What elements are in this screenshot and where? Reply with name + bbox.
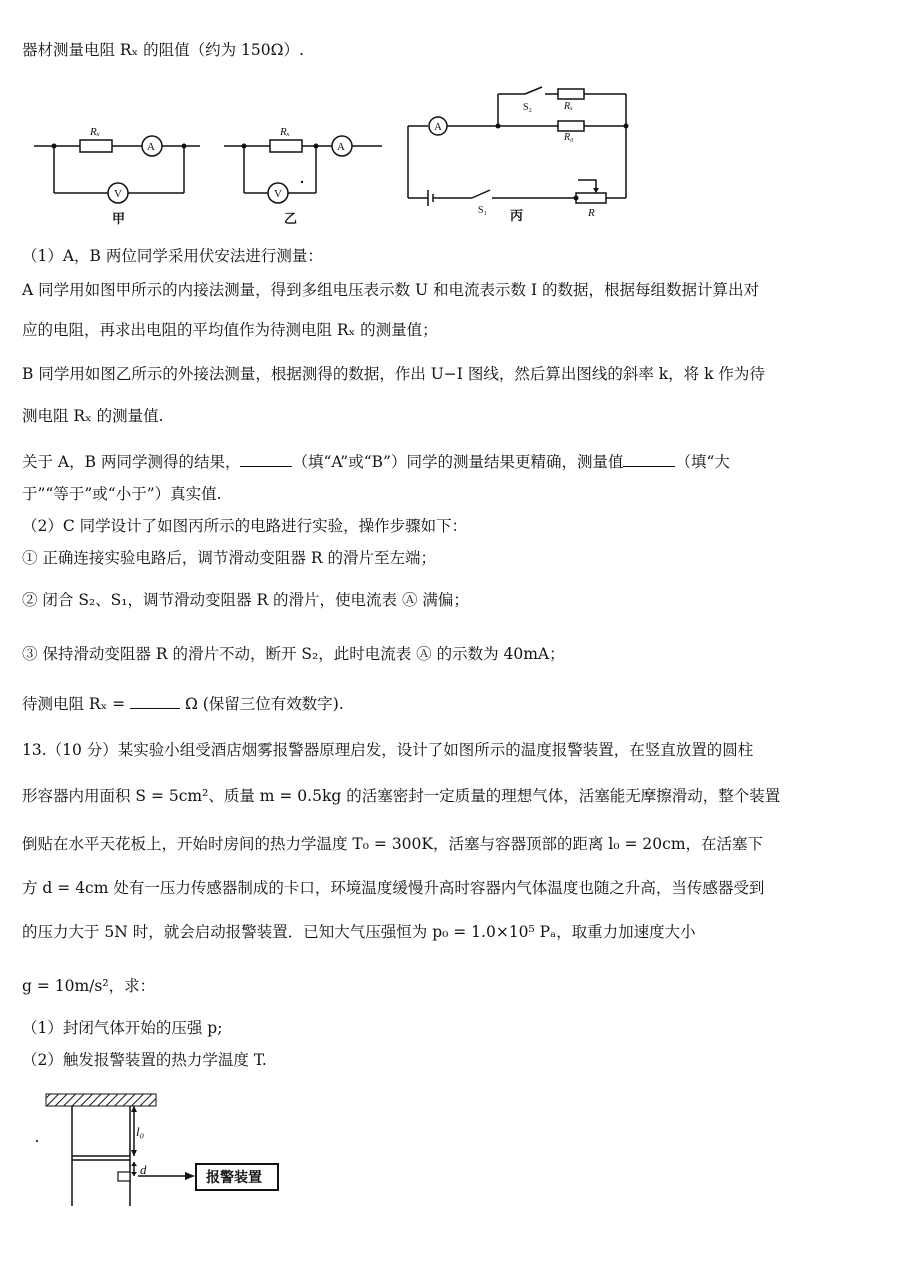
step-3: ③ 保持滑动变阻器 R 的滑片不动，断开 S₂，此时电流表 Ⓐ 的示数为 40mA； (22, 645, 565, 663)
q13-sub1: （1）封闭气体开始的压强 p; (22, 1019, 223, 1037)
label-rx: Rₓ (564, 101, 573, 112)
a-description-line2: 应的电阻，再求出电阻的平均值作为待测电阻 Rₓ 的测量值； (22, 321, 438, 339)
caption-bing: 丙 (510, 208, 524, 223)
question-fill-line1 (22, 450, 880, 472)
q13-line1: 13.（10 分）某实验小组受酒店烟雾报警器原理启发，设计了如图所示的温度报警装置，在竖直放置的圆柱 (22, 741, 754, 759)
b-description-line2: 测电阻 Rₓ 的测量值. (22, 407, 164, 425)
q13-line3: 倒贴在水平天花板上，开始时房间的热力学温度 T₀ = 300K，活塞与容器顶部的距离 l₀ = 20cm，在活塞下 (22, 835, 764, 853)
label-ammeter: A (434, 121, 442, 133)
q13-line4: 方 d = 4cm 处有一压力传感器制成的卡口，环境温度缓慢升高时容器内气体温度也随之升高，当传感器受到 (22, 879, 765, 897)
step-2: ② 闭合 S₂、S₁，调节滑动变阻器 R 的滑片，使电流表 Ⓐ 满偏； (22, 591, 469, 609)
step-1: ① 正确连接实验电路后，调节滑动变阻器 R 的滑片至左端； (22, 549, 436, 567)
label-d: d (140, 1162, 147, 1177)
answer-unit: Ω (保留三位有效数字). (184, 695, 344, 713)
circuit-bing-svg (400, 80, 640, 230)
label-rx: Rₓ (280, 126, 290, 138)
question-fill-part-b: （填“A”或“B”）同学的测量结果更精确，测量值 (292, 453, 624, 471)
answer-blank-2[interactable] (623, 465, 675, 467)
caption-yi: 乙 (284, 211, 298, 226)
answer-line (22, 692, 880, 714)
answer-label: 待测电阻 Rₓ = (22, 695, 126, 713)
label-voltmeter: V (114, 188, 122, 200)
label-s2: S₂ (523, 102, 533, 113)
ceiling (46, 1094, 156, 1106)
part1-heading: （1）A，B 两位同学采用伏安法进行测量： (22, 247, 323, 265)
rheostat-slider (578, 180, 596, 192)
intro-text: 器材测量电阻 Rₓ 的阻值（约为 150Ω）. (22, 41, 304, 59)
resistor-r0 (558, 121, 584, 131)
resistor-rx (80, 140, 112, 152)
q13-line2: 形容器内用面积 S = 5cm²、质量 m = 0.5kg 的活塞密封一定质量的理想气体，活塞能无摩擦滑动，整个装置 (22, 787, 781, 805)
a-description-line1: A 同学用如图甲所示的内接法测量，得到多组电压表示数 U 和电流表示数 I 的数据，根据每组数据计算出对 (22, 281, 760, 299)
figure-yi (222, 118, 392, 238)
caption-jia: 甲 (112, 211, 126, 226)
alarm-label: 报警装置 (206, 1171, 262, 1186)
label-rx: Rₓ (90, 126, 100, 138)
label-s1: S₁ (478, 205, 488, 216)
question-fill-part-a: 关于 A，B 两同学测得的结果， (22, 453, 241, 471)
answer-blank-3[interactable] (130, 707, 180, 709)
label-ammeter: A (147, 141, 155, 153)
circuit-yi-svg (222, 118, 392, 238)
part2-heading: （2）C 同学设计了如图丙所示的电路进行实验，操作步骤如下： (22, 517, 468, 535)
label-r0: R₀ (564, 132, 574, 143)
switch-s1 (472, 190, 490, 198)
figure-jia (32, 118, 202, 238)
label-voltmeter: V (274, 188, 282, 200)
question-fill-part-c: （填“大 (675, 453, 730, 471)
label-r: R (588, 207, 595, 219)
resistor-rx (558, 89, 584, 99)
pressure-sensor (118, 1172, 130, 1181)
rheostat-r (576, 193, 606, 203)
figure-bing (400, 80, 640, 230)
q13-sub2: （2）触发报警装置的热力学温度 T. (22, 1051, 267, 1069)
circuit-jia-svg (32, 118, 202, 238)
stray-dot (36, 1140, 38, 1142)
label-ammeter: A (337, 141, 345, 153)
label-l0: l₀ (136, 1124, 145, 1139)
q13-line5: 的压力大于 5N 时，就会启动报警装置．已知大气压强恒为 p₀ = 1.0×10⁵ Pₐ，取重力加速度大小 (22, 923, 696, 941)
b-description-line1: B 同学用如图乙所示的外接法测量，根据测得的数据，作出 U−I 图线，然后算出图线的斜率 k，将 k 作为待 (22, 365, 765, 383)
switch-s2 (525, 87, 542, 94)
resistor-rx (270, 140, 302, 152)
q13-line6: g = 10m/s²，求： (22, 977, 156, 995)
answer-blank-1[interactable] (240, 465, 292, 467)
piston-diagram-svg (30, 1088, 300, 1218)
piston-diagram (30, 1088, 300, 1218)
question-fill-line2: 于”“等于”或“小于”）真实值. (22, 485, 222, 503)
